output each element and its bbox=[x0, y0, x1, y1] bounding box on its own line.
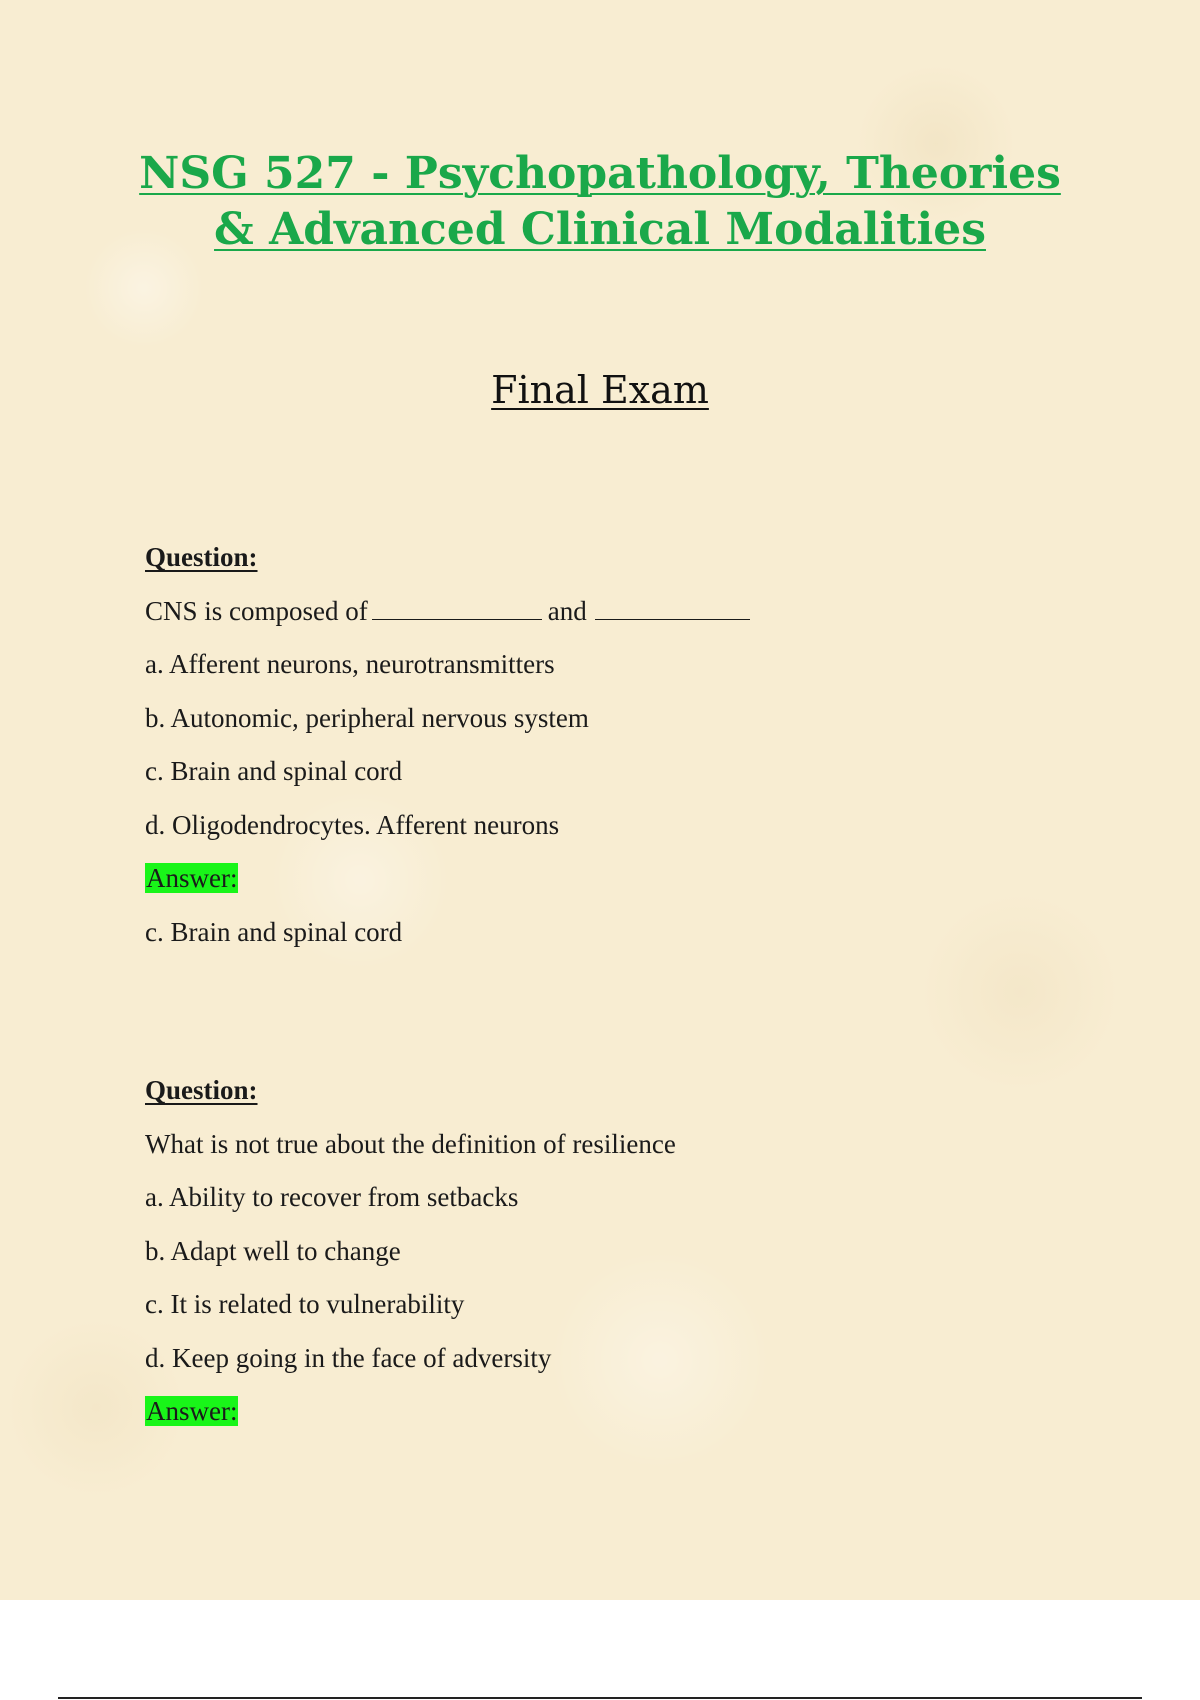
question-prompt: What is not true about the definition of resilience bbox=[145, 1128, 676, 1159]
question-prompt-part-2: and bbox=[547, 595, 587, 626]
answer-text: c. Brain and spinal cord bbox=[145, 916, 403, 947]
option-a: a. Afferent neurons, neurotransmitters bbox=[145, 649, 555, 679]
answer-blank-1 bbox=[372, 597, 542, 620]
exam-subtitle-text: Final Exam bbox=[491, 368, 709, 412]
question-prompt bbox=[145, 585, 1045, 639]
option-a: a. Ability to recover from setbacks bbox=[145, 1182, 519, 1212]
answer-label-row bbox=[145, 1385, 1045, 1439]
question-block-2 bbox=[145, 1064, 1045, 1439]
question-heading bbox=[145, 531, 1045, 585]
option-c: c. Brain and spinal cord bbox=[145, 756, 403, 786]
question-heading-text: Question: bbox=[145, 1075, 258, 1105]
footer-divider bbox=[58, 1697, 1142, 1699]
document-title-line-1: NSG 527 - Psychopathology, Theories bbox=[139, 148, 1061, 199]
question-prompt-part-1: CNS is composed of bbox=[145, 595, 368, 626]
answer-label-row bbox=[145, 852, 1045, 906]
question-block-1 bbox=[145, 531, 1045, 959]
answer-label: Answer: bbox=[146, 1396, 238, 1426]
answer-label: Answer: bbox=[146, 863, 238, 893]
option-d: d. Keep going in the face of adversity bbox=[145, 1342, 552, 1373]
question-heading bbox=[145, 1064, 1045, 1118]
option-b: b. Autonomic, peripheral nervous system bbox=[145, 702, 589, 733]
document-title bbox=[100, 146, 1100, 258]
document-title-line-2: & Advanced Clinical Modalities bbox=[214, 204, 986, 255]
question-heading-text: Question: bbox=[145, 542, 258, 572]
option-c: c. It is related to vulnerability bbox=[145, 1289, 465, 1319]
option-d: d. Oligodendrocytes. Afferent neurons bbox=[145, 809, 560, 840]
option-b: b. Adapt well to change bbox=[145, 1235, 401, 1266]
answer-blank-2 bbox=[595, 597, 750, 620]
exam-subtitle bbox=[100, 366, 1100, 414]
